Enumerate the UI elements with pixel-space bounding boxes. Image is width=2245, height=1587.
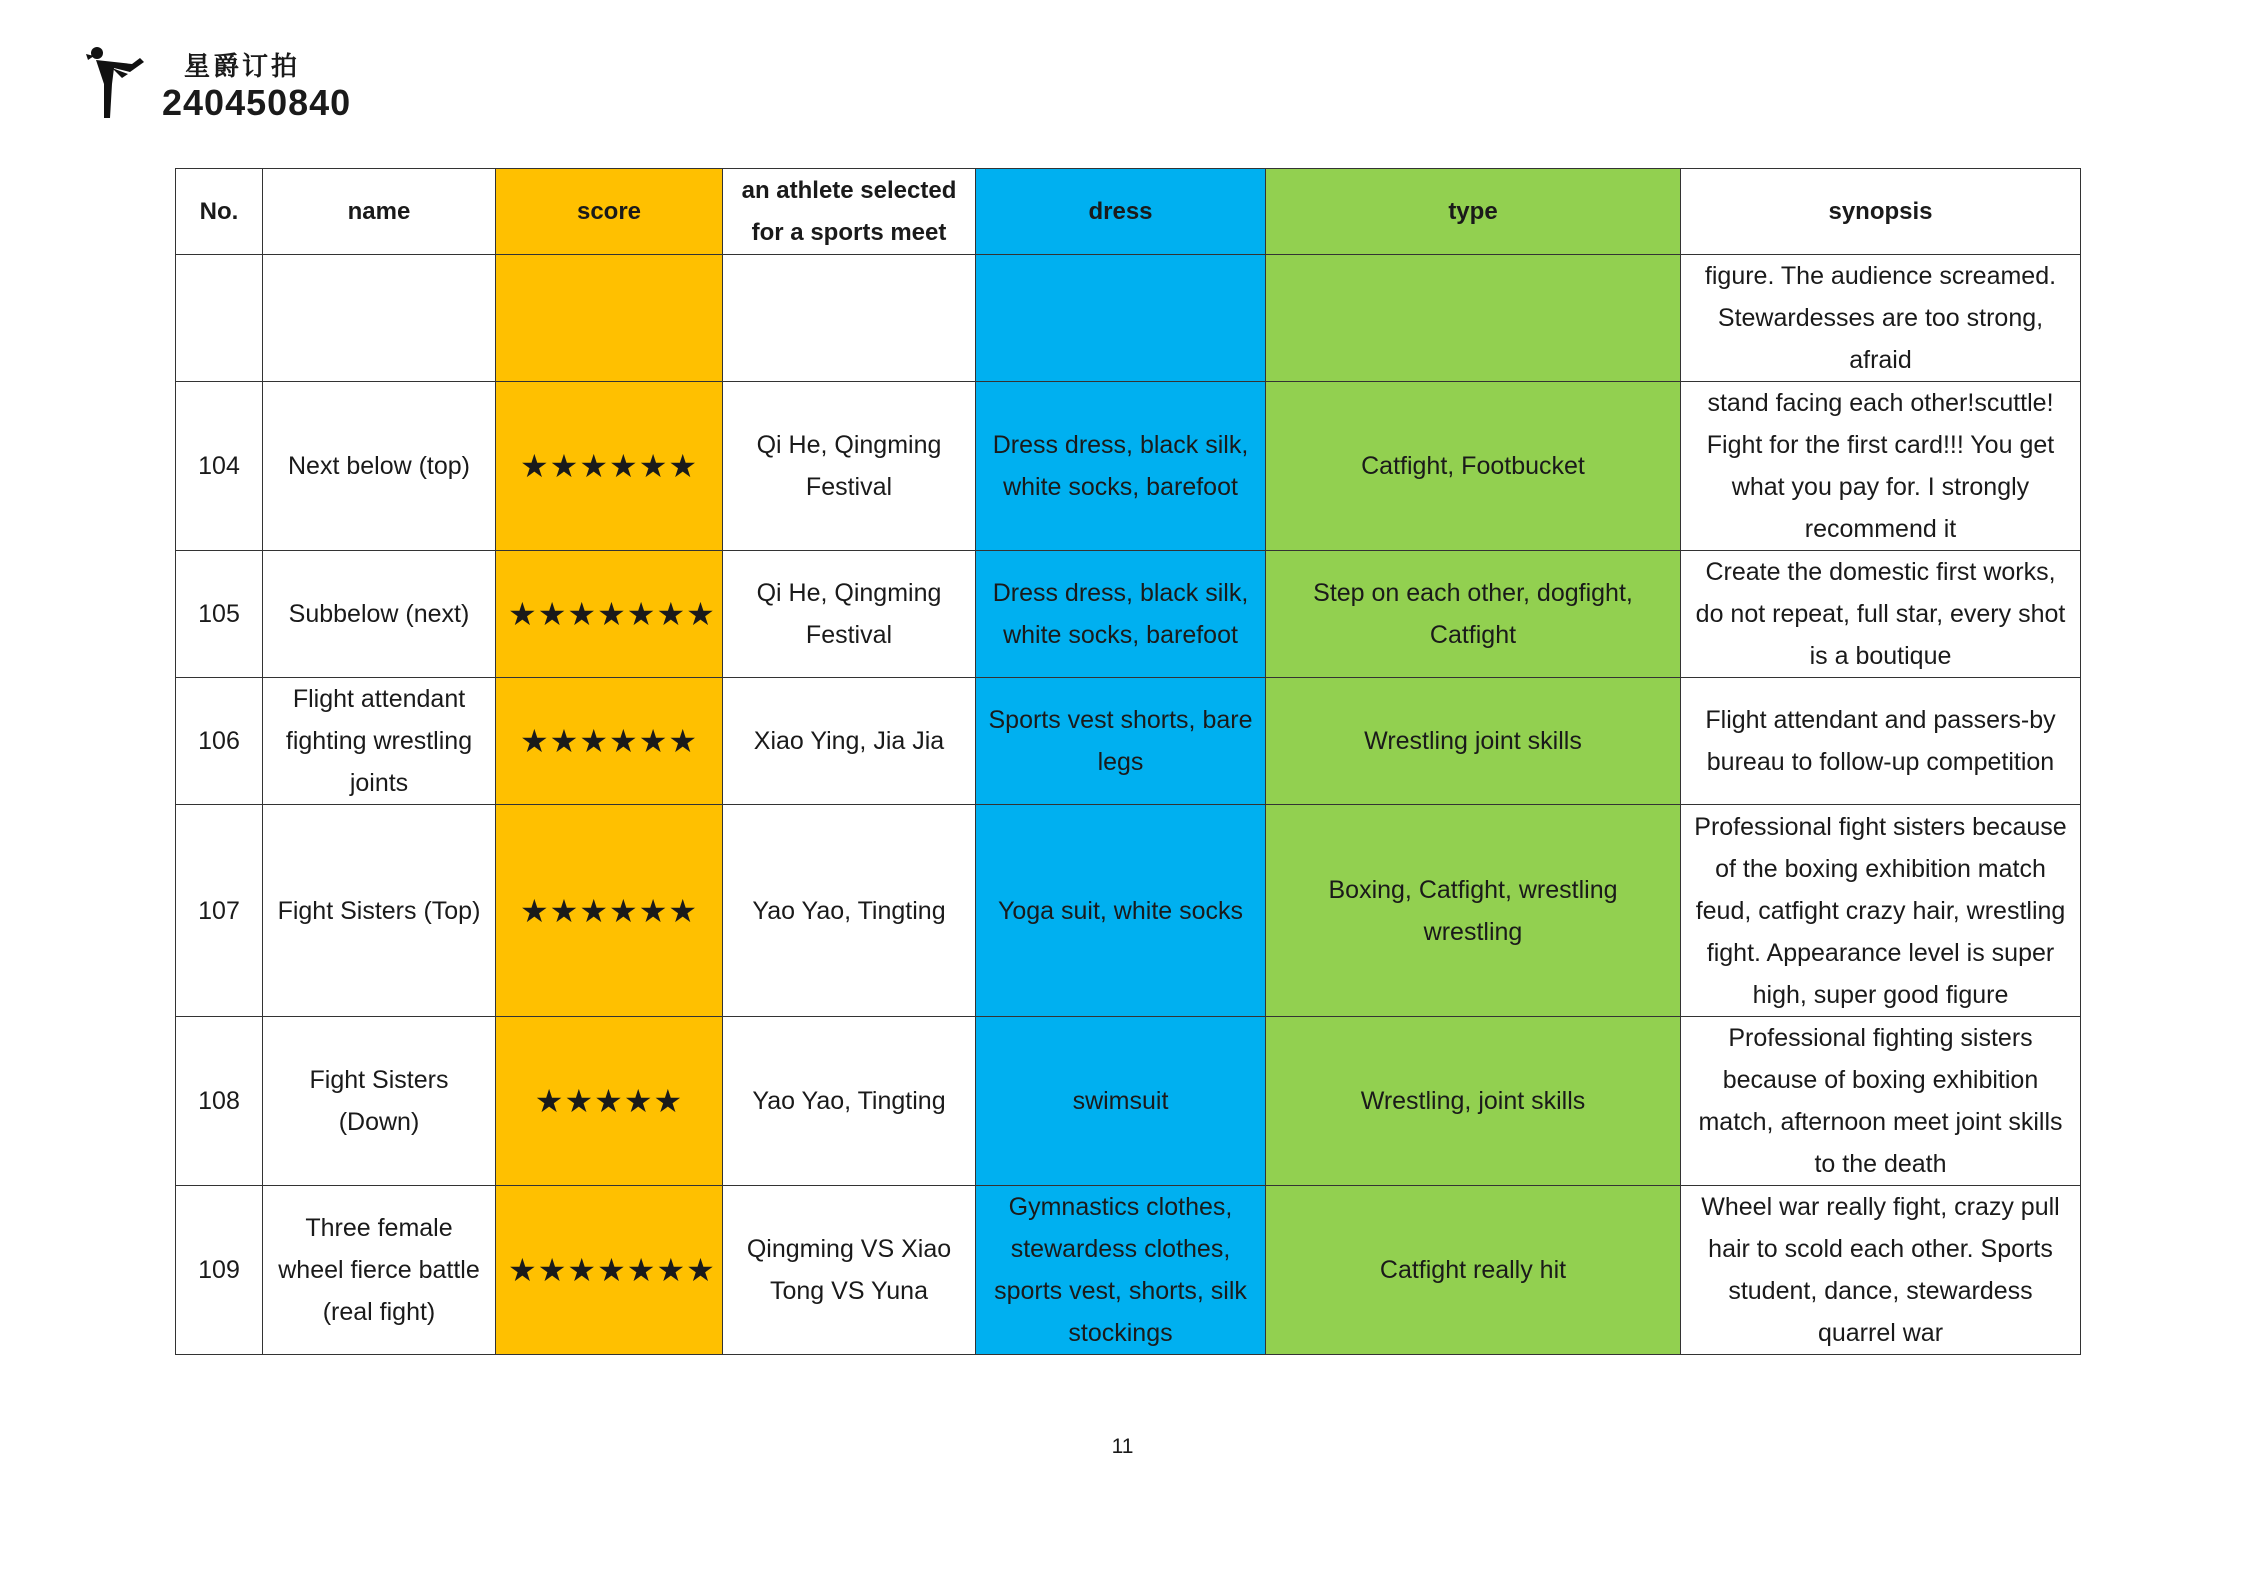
cell-dress: Sports vest shorts, bare legs — [976, 678, 1266, 805]
cell-score: ★★★★★★★ — [496, 551, 723, 678]
cell-name: Fight Sisters (Top) — [263, 805, 496, 1017]
cell-synopsis: Flight attendant and passers-by bureau to follow-up competition — [1681, 678, 2081, 805]
table-row — [176, 382, 2081, 551]
col-header-dress: dress — [976, 169, 1266, 255]
cell-athlete: Xiao Ying, Jia Jia — [723, 678, 976, 805]
cell-type: Wrestling joint skills — [1266, 678, 1681, 805]
col-header-score: score — [496, 169, 723, 255]
cell-type: Step on each other, dogfight, Catfight — [1266, 551, 1681, 678]
table-row — [176, 805, 2081, 1017]
cell-athlete: Yao Yao, Tingting — [723, 1017, 976, 1186]
col-header-athlete: an athlete selected for a sports meet — [723, 169, 976, 255]
cell-synopsis: stand facing each other!scuttle! Fight for the first card!!! You get what you pay for. I strongly recommend it — [1681, 382, 2081, 551]
cell-no: 104 — [176, 382, 263, 551]
cell-synopsis: Create the domestic first works, do not repeat, full star, every shot is a boutique — [1681, 551, 2081, 678]
header-logo — [84, 44, 352, 124]
works-table — [175, 168, 2081, 1355]
table-row — [176, 255, 2081, 382]
cell-name: Fight Sisters (Down) — [263, 1017, 496, 1186]
cell-name: Three female wheel fierce battle (real fight) — [263, 1186, 496, 1355]
cell-name — [263, 255, 496, 382]
cell-score: ★★★★★★ — [496, 678, 723, 805]
cell-type: Catfight, Footbucket — [1266, 382, 1681, 551]
cell-dress: Gymnastics clothes, stewardess clothes, sports vest, shorts, silk stockings — [976, 1186, 1266, 1355]
page-number: 11 — [1111, 1435, 1134, 1458]
cell-no: 108 — [176, 1017, 263, 1186]
cell-type: Catfight really hit — [1266, 1186, 1681, 1355]
cell-no: 107 — [176, 805, 263, 1017]
col-header-type: type — [1266, 169, 1681, 255]
cell-synopsis: Wheel war really fight, crazy pull hair to scold each other. Sports student, dance, stewardess quarrel war — [1681, 1186, 2081, 1355]
col-header-name: name — [263, 169, 496, 255]
table-row — [176, 1017, 2081, 1186]
cell-synopsis: figure. The audience screamed. Stewardesses are too strong, afraid — [1681, 255, 2081, 382]
cell-type — [1266, 255, 1681, 382]
cell-dress — [976, 255, 1266, 382]
cell-no: 109 — [176, 1186, 263, 1355]
cell-athlete — [723, 255, 976, 382]
table-row — [176, 551, 2081, 678]
cell-name: Flight attendant fighting wrestling joints — [263, 678, 496, 805]
header-row — [176, 169, 2081, 255]
cell-dress: Dress dress, black silk, white socks, barefoot — [976, 551, 1266, 678]
logo-number: 240450840 — [162, 82, 352, 123]
logo-chinese-text: 星爵订拍 — [184, 52, 301, 82]
kicking-figure-icon — [84, 44, 164, 120]
cell-no: 106 — [176, 678, 263, 805]
cell-score — [496, 255, 723, 382]
table-row — [176, 1186, 2081, 1355]
cell-score: ★★★★★★★ — [496, 1186, 723, 1355]
col-header-synopsis: synopsis — [1681, 169, 2081, 255]
cell-dress: Dress dress, black silk, white socks, barefoot — [976, 382, 1266, 551]
cell-athlete: Qi He, Qingming Festival — [723, 382, 976, 551]
cell-athlete: Qi He, Qingming Festival — [723, 551, 976, 678]
col-header-no: No. — [176, 169, 263, 255]
table-row — [176, 678, 2081, 805]
cell-athlete: Qingming VS Xiao Tong VS Yuna — [723, 1186, 976, 1355]
cell-score: ★★★★★★ — [496, 382, 723, 551]
cell-name: Subbelow (next) — [263, 551, 496, 678]
cell-type: Boxing, Catfight, wrestling wrestling — [1266, 805, 1681, 1017]
cell-type: Wrestling, joint skills — [1266, 1017, 1681, 1186]
cell-dress: Yoga suit, white socks — [976, 805, 1266, 1017]
cell-dress: swimsuit — [976, 1017, 1266, 1186]
cell-no: 105 — [176, 551, 263, 678]
cell-name: Next below (top) — [263, 382, 496, 551]
cell-no — [176, 255, 263, 382]
cell-synopsis: Professional fight sisters because of the boxing exhibition match feud, catfight crazy hair, wrestling fight. Appearance level is super high, super good figure — [1681, 805, 2081, 1017]
cell-athlete: Yao Yao, Tingting — [723, 805, 976, 1017]
cell-score: ★★★★★★ — [496, 805, 723, 1017]
cell-score: ★★★★★ — [496, 1017, 723, 1186]
cell-synopsis: Professional fighting sisters because of boxing exhibition match, afternoon meet joint skills to the death — [1681, 1017, 2081, 1186]
